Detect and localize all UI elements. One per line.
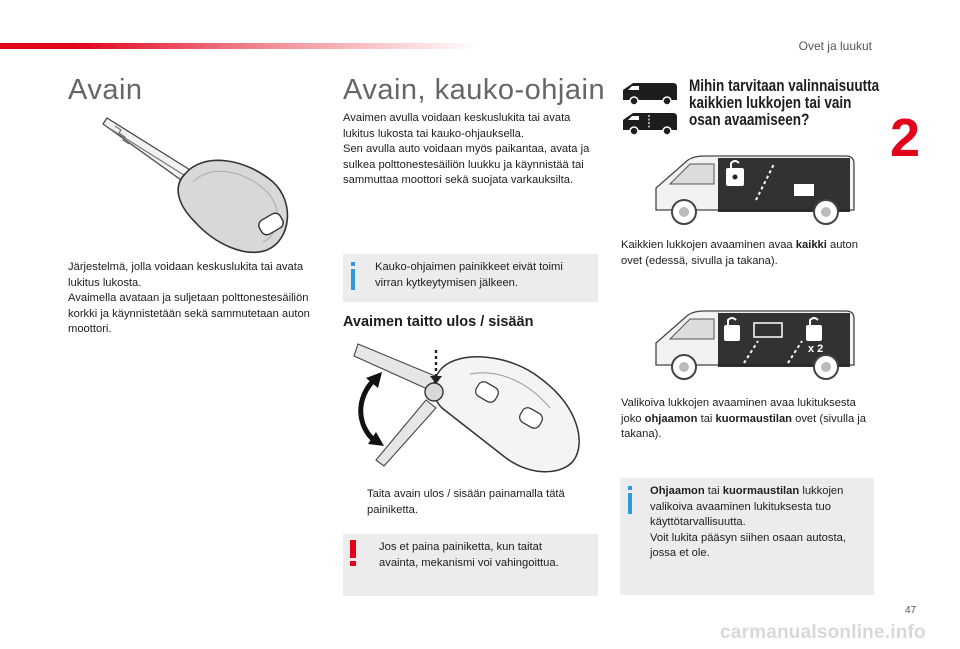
selectivity-info-text: Ohjaamon tai kuormaustilan lukkojen valikoiva avaaminen lukituksesta tuo käyttötarvallisuutta. Voit lukita pääsyn siihen osaan autosta, jossa et ole. xyxy=(650,485,846,559)
col1-title: Avain xyxy=(68,74,143,106)
van-icon-selective xyxy=(619,110,681,136)
info-note-text: Kauko-ohjaimen painikkeet eivät toimi virran kytkeytymisen jälkeen. xyxy=(375,261,563,289)
press-count-badge: x 2 xyxy=(808,343,824,355)
col1-body xyxy=(68,260,328,338)
fold-key-heading: Avaimen taitto ulos / sisään xyxy=(343,314,534,330)
selective-doors-text: Valikoiva lukkojen avaaminen avaa lukituksesta joko ohjaamon tai kuormaustilan ovet (sivulla ja takana). xyxy=(621,397,866,440)
info-icon xyxy=(351,262,355,290)
col1-paragraph: Järjestelmä, jolla voidaan keskuslukita tai avata lukitus lukosta. xyxy=(68,261,304,289)
rotate-arrow-icon xyxy=(361,380,376,442)
col2-title: Avain, kauko-ohjain xyxy=(343,74,606,106)
warning-icon xyxy=(350,540,356,566)
van-icon-all-doors xyxy=(619,80,681,106)
folding-key-illustration xyxy=(350,338,595,478)
release-button xyxy=(425,383,443,401)
page-number: 47 xyxy=(905,605,917,616)
all-doors-text: Kaikkien lukkojen avaaminen avaa kaikki auton ovet (edessä, sivulla ja takana). xyxy=(621,239,858,267)
info-note-box xyxy=(343,254,598,302)
warning-note-text: Jos et paina painiketta, kun taitat avainta, mekanismi voi vahingoittua. xyxy=(379,541,559,569)
watermark: carmanualsonline.info xyxy=(720,622,926,643)
col1-paragraph: Avaimella avataan ja suljetaan polttonestesäiliön korkki ja käynnistetään sekä sammutetaan auton moottori. xyxy=(68,292,310,335)
van-illustration-all-doors xyxy=(650,150,860,232)
col2-paragraph: Sen avulla auto voidaan myös paikantaa, avata ja sulkea polttonestesäiliön luukku ja käynnistää tai sammuttaa moottori sekä suojata varkauksilta. xyxy=(343,143,590,186)
key-head xyxy=(178,160,287,252)
chapter-number: 2 xyxy=(890,108,921,168)
step-text: Taita avain ulos / sisään painamalla tätä painiketta. xyxy=(367,488,565,516)
selectivity-info-box xyxy=(620,478,874,595)
col2-body xyxy=(343,111,595,189)
info-icon xyxy=(628,486,632,514)
section-title: Ovet ja luukut xyxy=(798,39,872,53)
col2-paragraph: Avaimen avulla voidaan keskuslukita tai avata lukitus lukosta tai kauko-ohjauksella. xyxy=(343,112,571,140)
key-fob xyxy=(434,357,579,472)
rear-door-icon xyxy=(794,184,814,196)
unfolded-blade xyxy=(376,400,436,466)
header-accent-bar xyxy=(0,43,480,49)
key-illustration xyxy=(95,112,305,260)
selectivity-heading: Mihin tarvitaan valinnaisuutta kaikkien lukkojen tai vain osan avaamiseen? xyxy=(689,77,880,129)
van-illustration-selective xyxy=(650,305,860,387)
warning-note-box xyxy=(343,534,598,596)
